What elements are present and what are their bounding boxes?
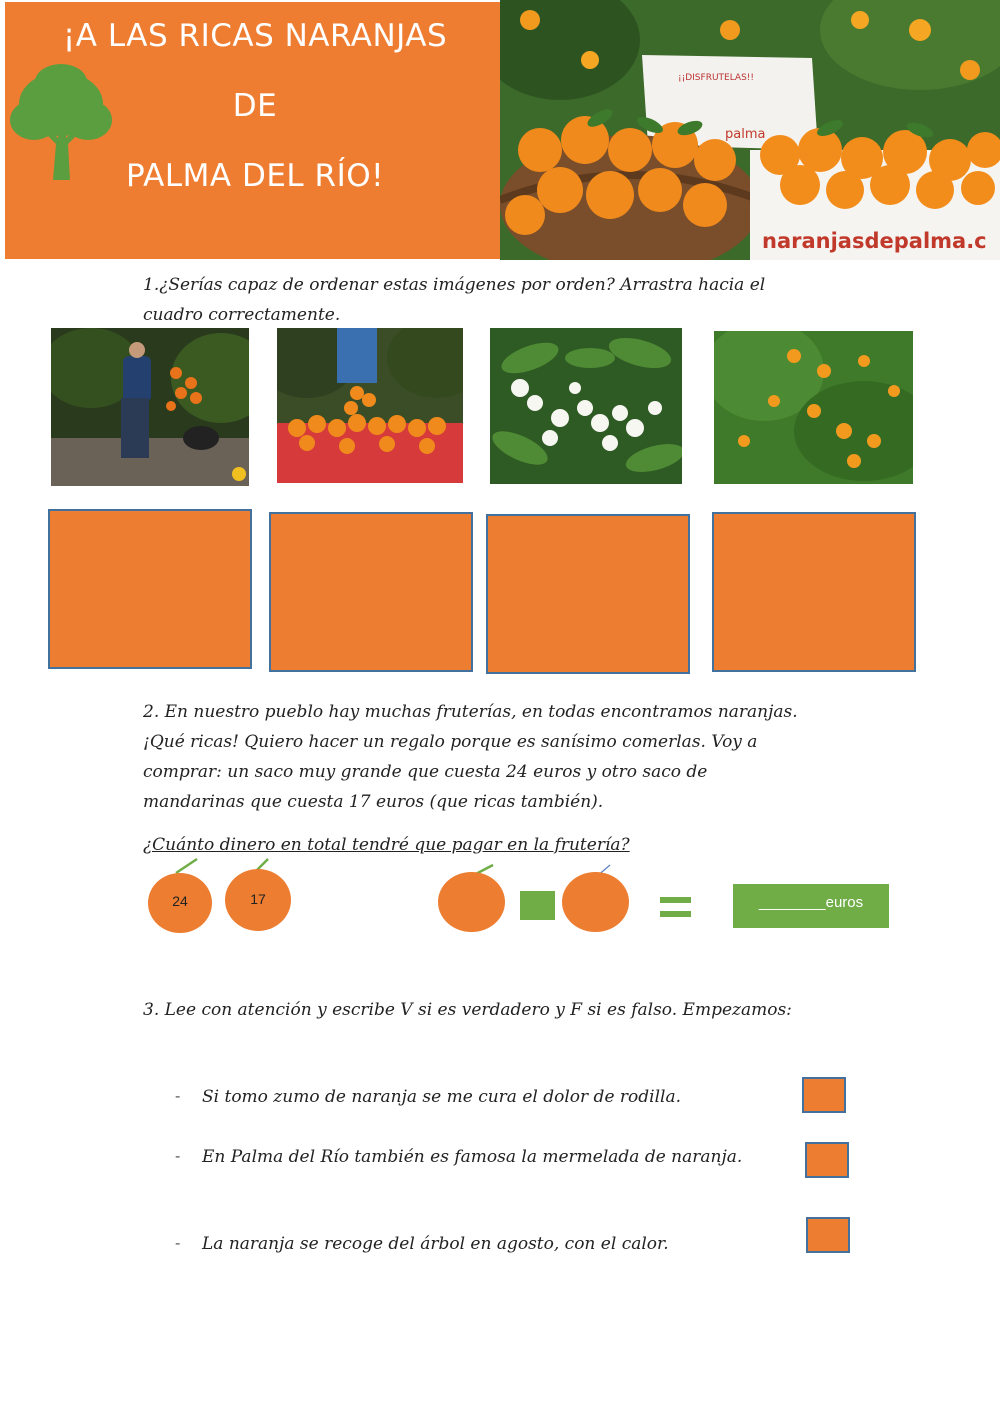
bullet-dash: -: [175, 1148, 181, 1165]
orange-drop-slot-1[interactable]: [438, 872, 505, 932]
q2-question: ¿Cuánto dinero en total tendré que pagar en la frutería?: [143, 835, 630, 855]
q3-instructions: 3. Lee con atención y escribe V si es verdadero y F si es falso. Empezamos:: [143, 1000, 792, 1020]
orange-value-24: [148, 873, 212, 933]
title-line-2: DE: [232, 88, 278, 124]
box-brand-small: palma: [725, 127, 766, 142]
statement-3: La naranja se recoge del árbol en agosto, con el calor.: [202, 1234, 669, 1254]
statement-1: Si tomo zumo de naranja se me cura el dolor de rodilla.: [202, 1087, 681, 1107]
box-label: ¡¡DISFRUTELAS!!: [678, 73, 755, 83]
q1-instructions: [143, 270, 963, 330]
photo-orange-blossoms[interactable]: [490, 328, 682, 484]
answer-euros-field[interactable]: ________euros: [733, 884, 889, 928]
operator-drop-slot[interactable]: [520, 891, 555, 920]
drop-box-3[interactable]: [486, 514, 690, 674]
orange-drop-slot-2[interactable]: [562, 872, 629, 932]
q2-line-3: comprar: un saco muy grande que cuesta 24 euros y otro saco de: [143, 762, 708, 782]
bullet-dash: -: [175, 1088, 181, 1105]
orange-value-24-label: 24: [172, 893, 188, 909]
tree-icon: [6, 62, 116, 182]
q2-line-4: mandarinas que cuesta 17 euros (que ricas también).: [143, 792, 604, 812]
q2-line-2: ¡Qué ricas! Quiero hacer un regalo porque es sanísimo comerlas. Voy a: [143, 732, 758, 752]
drop-box-2[interactable]: [269, 512, 473, 672]
orange-value-17: [225, 869, 291, 931]
q1-line-1: 1.¿Serías capaz de ordenar estas imágenes por orden? Arrastra hacia el: [143, 275, 766, 295]
drop-box-4[interactable]: [712, 512, 916, 672]
box-brand-url: naranjasdepalma.c: [762, 229, 987, 253]
title-line-3: PALMA DEL RÍO!: [125, 158, 385, 194]
photo-oranges-in-crate[interactable]: [277, 328, 463, 483]
q1-line-2: cuadro correctamente.: [143, 305, 341, 325]
q2-problem-text: [143, 697, 943, 817]
statement-2: En Palma del Río también es famosa la mermelada de naranja.: [202, 1147, 743, 1167]
true-false-box-3[interactable]: [806, 1217, 850, 1253]
true-false-box-1[interactable]: [802, 1077, 846, 1113]
equals-sign-icon: [660, 897, 691, 919]
oranges-header-photo: [500, 0, 1000, 260]
title-line-1: ¡A LAS RICAS NARANJAS: [62, 18, 448, 54]
orange-value-17-label: 17: [250, 891, 266, 907]
true-false-box-2[interactable]: [805, 1142, 849, 1178]
bullet-dash: -: [175, 1235, 181, 1252]
photo-orange-tree[interactable]: [714, 331, 913, 484]
photo-harvesting-oranges[interactable]: [51, 328, 249, 486]
q2-line-1: 2. En nuestro pueblo hay muchas fruterías, en todas encontramos naranjas.: [143, 702, 798, 722]
drop-box-1[interactable]: [48, 509, 252, 669]
